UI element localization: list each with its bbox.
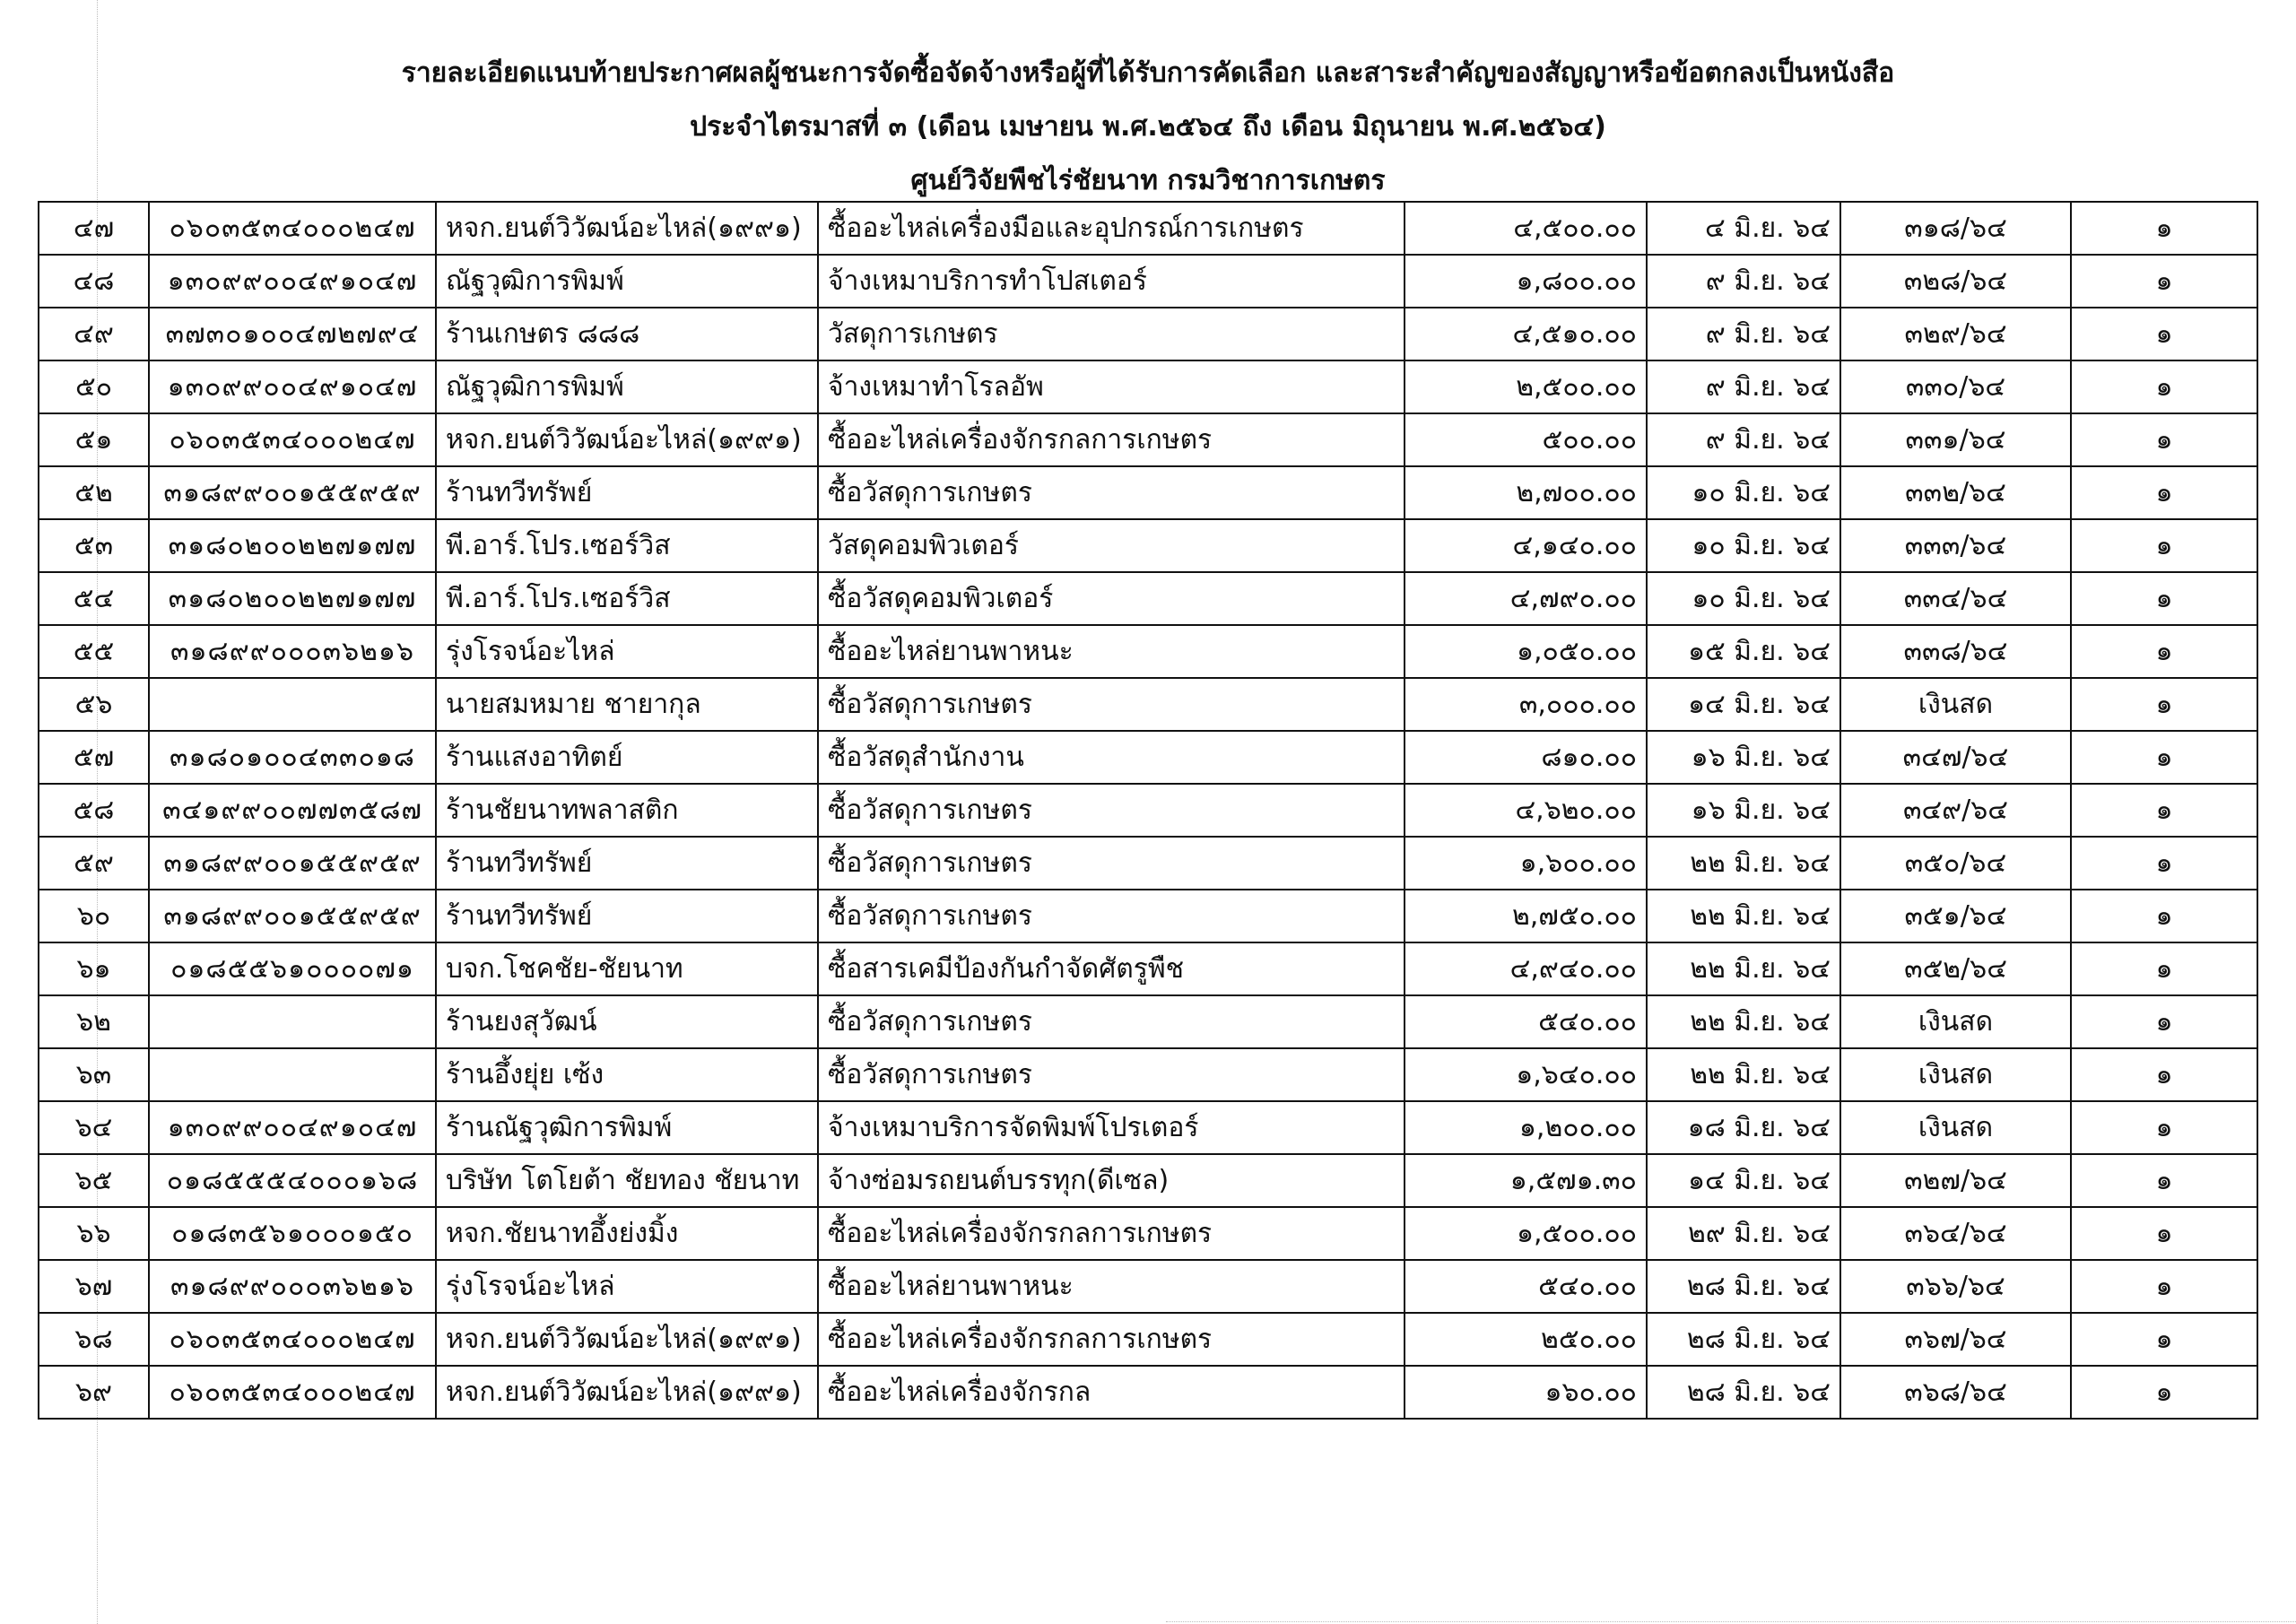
date-cell: ๑๘ มิ.ย. ๖๔: [1647, 1101, 1840, 1154]
date-cell: ๒๒ มิ.ย. ๖๔: [1647, 837, 1840, 890]
pages-cell: ๑: [2071, 784, 2257, 837]
table-row: [39, 995, 2257, 1048]
amount-cell: ๒,๗๐๐.๐๐: [1405, 466, 1647, 519]
tax-id-cell: ๓๑๘๙๙๐๐๑๕๕๙๕๙: [149, 837, 436, 890]
contract-number-cell: ๓๓๑/๖๔: [1840, 413, 2071, 466]
row-number: ๔๗: [39, 202, 149, 255]
item-description-cell: ซื้ออะไหล่เครื่องจักรกลการเกษตร: [818, 413, 1405, 466]
vendor-cell: ณัฐวุฒิการพิมพ์: [436, 360, 818, 413]
date-cell: ๒๘ มิ.ย. ๖๔: [1647, 1313, 1840, 1366]
item-description-cell: วัสดุการเกษตร: [818, 308, 1405, 360]
amount-cell: ๕๔๐.๐๐: [1405, 995, 1647, 1048]
tax-id-cell: ๓๑๘๙๙๐๐๐๓๖๒๑๖: [149, 1260, 436, 1313]
item-description-cell: ซื้ออะไหล่ยานพาหนะ: [818, 1260, 1405, 1313]
pages-cell: ๑: [2071, 202, 2257, 255]
date-cell: ๒๒ มิ.ย. ๖๔: [1647, 890, 1840, 942]
tax-id-cell: ๓๑๘๙๙๐๐๑๕๕๙๕๙: [149, 466, 436, 519]
vendor-cell: ณัฐวุฒิการพิมพ์: [436, 255, 818, 308]
table-row: [39, 308, 2257, 360]
vendor-cell: ร้านยงสุวัฒน์: [436, 995, 818, 1048]
pages-cell: ๑: [2071, 995, 2257, 1048]
table-row: [39, 1154, 2257, 1207]
contract-number-cell: ๓๔๙/๖๔: [1840, 784, 2071, 837]
table-row: [39, 255, 2257, 308]
item-description-cell: ซื้อวัสดุการเกษตร: [818, 890, 1405, 942]
date-cell: ๑๐ มิ.ย. ๖๔: [1647, 519, 1840, 572]
tax-id-cell: ๓๑๘๙๙๐๐๐๓๖๒๑๖: [149, 625, 436, 678]
vendor-cell: บริษัท โตโยต้า ชัยทอง ชัยนาท: [436, 1154, 818, 1207]
date-cell: ๑๔ มิ.ย. ๖๔: [1647, 678, 1840, 731]
procurement-table: [38, 201, 2258, 1420]
table-row: [39, 1101, 2257, 1154]
vendor-cell: ร้านณัฐวุฒิการพิมพ์: [436, 1101, 818, 1154]
date-cell: ๒๘ มิ.ย. ๖๔: [1647, 1260, 1840, 1313]
pages-cell: ๑: [2071, 466, 2257, 519]
row-number: ๖๖: [39, 1207, 149, 1260]
amount-cell: ๑,๐๕๐.๐๐: [1405, 625, 1647, 678]
table-row: [39, 1207, 2257, 1260]
contract-number-cell: เงินสด: [1840, 995, 2071, 1048]
row-number: ๖๗: [39, 1260, 149, 1313]
table-row: [39, 1260, 2257, 1313]
item-description-cell: จ้างเหมาทำโรลอัพ: [818, 360, 1405, 413]
tax-id-cell: ๓๑๘๐๒๐๐๒๒๗๑๗๗: [149, 572, 436, 625]
table-row: [39, 837, 2257, 890]
date-cell: ๒๙ มิ.ย. ๖๔: [1647, 1207, 1840, 1260]
row-number: ๖๑: [39, 942, 149, 995]
contract-number-cell: เงินสด: [1840, 1048, 2071, 1101]
vendor-cell: พี.อาร์.โปร.เซอร์วิส: [436, 519, 818, 572]
row-number: ๖๔: [39, 1101, 149, 1154]
date-cell: ๙ มิ.ย. ๖๔: [1647, 255, 1840, 308]
pages-cell: ๑: [2071, 1048, 2257, 1101]
amount-cell: ๑,๖๐๐.๐๐: [1405, 837, 1647, 890]
tax-id-cell: [149, 678, 436, 731]
amount-cell: ๓,๐๐๐.๐๐: [1405, 678, 1647, 731]
vendor-cell: หจก.ยนต์วิวัฒน์อะไหล่(๑๙๙๑): [436, 1313, 818, 1366]
tax-id-cell: ๑๓๐๙๙๐๐๔๙๑๐๔๗: [149, 360, 436, 413]
table-row: [39, 784, 2257, 837]
vendor-cell: หจก.ยนต์วิวัฒน์อะไหล่(๑๙๙๑): [436, 1366, 818, 1419]
tax-id-cell: ๐๑๘๕๕๕๔๐๐๐๑๖๘: [149, 1154, 436, 1207]
item-description-cell: ซื้ออะไหล่เครื่องมือและอุปกรณ์การเกษตร: [818, 202, 1405, 255]
item-description-cell: ซื้ออะไหล่เครื่องจักรกลการเกษตร: [818, 1207, 1405, 1260]
date-cell: ๑๐ มิ.ย. ๖๔: [1647, 466, 1840, 519]
amount-cell: ๑,๕๗๑.๓๐: [1405, 1154, 1647, 1207]
date-cell: ๙ มิ.ย. ๖๔: [1647, 308, 1840, 360]
contract-number-cell: เงินสด: [1840, 678, 2071, 731]
row-number: ๕๗: [39, 731, 149, 784]
contract-number-cell: ๓๒๗/๖๔: [1840, 1154, 2071, 1207]
item-description-cell: วัสดุคอมพิวเตอร์: [818, 519, 1405, 572]
amount-cell: ๔,๑๔๐.๐๐: [1405, 519, 1647, 572]
item-description-cell: ซื้อวัสดุการเกษตร: [818, 678, 1405, 731]
table-row: [39, 1366, 2257, 1419]
table-row: [39, 1048, 2257, 1101]
pages-cell: ๑: [2071, 1207, 2257, 1260]
item-description-cell: ซื้ออะไหล่เครื่องจักรกลการเกษตร: [818, 1313, 1405, 1366]
tax-id-cell: [149, 1048, 436, 1101]
pages-cell: ๑: [2071, 360, 2257, 413]
amount-cell: ๑,๖๔๐.๐๐: [1405, 1048, 1647, 1101]
tax-id-cell: ๐๑๘๓๕๖๑๐๐๐๑๕๐: [149, 1207, 436, 1260]
pages-cell: ๑: [2071, 731, 2257, 784]
row-number: ๕๒: [39, 466, 149, 519]
table-row: [39, 413, 2257, 466]
pages-cell: ๑: [2071, 1101, 2257, 1154]
vendor-cell: หจก.ยนต์วิวัฒน์อะไหล่(๑๙๙๑): [436, 202, 818, 255]
amount-cell: ๕๔๐.๐๐: [1405, 1260, 1647, 1313]
table-row: [39, 202, 2257, 255]
row-number: ๕๙: [39, 837, 149, 890]
pages-cell: ๑: [2071, 1366, 2257, 1419]
row-number: ๔๘: [39, 255, 149, 308]
vendor-cell: รุ่งโรจน์อะไหล่: [436, 625, 818, 678]
contract-number-cell: ๓๖๔/๖๔: [1840, 1207, 2071, 1260]
row-number: ๖๙: [39, 1366, 149, 1419]
pages-cell: ๑: [2071, 1260, 2257, 1313]
pages-cell: ๑: [2071, 413, 2257, 466]
row-number: ๖๐: [39, 890, 149, 942]
tax-id-cell: ๓๑๘๐๑๐๐๔๓๓๐๑๘: [149, 731, 436, 784]
amount-cell: ๑,๘๐๐.๐๐: [1405, 255, 1647, 308]
table-body: [39, 202, 2257, 1419]
contract-number-cell: ๓๓๒/๖๔: [1840, 466, 2071, 519]
row-number: ๖๘: [39, 1313, 149, 1366]
item-description-cell: ซื้อวัสดุคอมพิวเตอร์: [818, 572, 1405, 625]
date-cell: ๑๐ มิ.ย. ๖๔: [1647, 572, 1840, 625]
amount-cell: ๔,๕๑๐.๐๐: [1405, 308, 1647, 360]
amount-cell: ๑๖๐.๐๐: [1405, 1366, 1647, 1419]
date-cell: ๑๕ มิ.ย. ๖๔: [1647, 625, 1840, 678]
item-description-cell: ซื้อวัสดุการเกษตร: [818, 784, 1405, 837]
contract-number-cell: ๓๖๘/๖๔: [1840, 1366, 2071, 1419]
date-cell: ๒๘ มิ.ย. ๖๔: [1647, 1366, 1840, 1419]
table-row: [39, 625, 2257, 678]
vendor-cell: ร้านแสงอาทิตย์: [436, 731, 818, 784]
pages-cell: ๑: [2071, 255, 2257, 308]
vendor-cell: รุ่งโรจน์อะไหล่: [436, 1260, 818, 1313]
pages-cell: ๑: [2071, 1154, 2257, 1207]
pages-cell: ๑: [2071, 308, 2257, 360]
date-cell: ๙ มิ.ย. ๖๔: [1647, 413, 1840, 466]
vendor-cell: ร้านทวีทรัพย์: [436, 837, 818, 890]
item-description-cell: ซื้อสารเคมีป้องกันกำจัดศัตรูพืช: [818, 942, 1405, 995]
contract-number-cell: ๓๕๑/๖๔: [1840, 890, 2071, 942]
date-cell: ๒๒ มิ.ย. ๖๔: [1647, 1048, 1840, 1101]
row-number: ๖๕: [39, 1154, 149, 1207]
amount-cell: ๔,๙๔๐.๐๐: [1405, 942, 1647, 995]
contract-number-cell: ๓๖๖/๖๔: [1840, 1260, 2071, 1313]
pages-cell: ๑: [2071, 625, 2257, 678]
amount-cell: ๒,๗๕๐.๐๐: [1405, 890, 1647, 942]
tax-id-cell: ๐๑๘๕๕๖๑๐๐๐๐๗๑: [149, 942, 436, 995]
date-cell: ๒๒ มิ.ย. ๖๔: [1647, 995, 1840, 1048]
tax-id-cell: ๓๗๓๐๑๐๐๔๗๒๗๙๔: [149, 308, 436, 360]
row-number: ๔๙: [39, 308, 149, 360]
contract-number-cell: ๓๓๘/๖๔: [1840, 625, 2071, 678]
contract-number-cell: ๓๓๐/๖๔: [1840, 360, 2071, 413]
vendor-cell: ร้านทวีทรัพย์: [436, 466, 818, 519]
contract-number-cell: ๓๖๗/๖๔: [1840, 1313, 2071, 1366]
vendor-cell: พี.อาร์.โปร.เซอร์วิส: [436, 572, 818, 625]
vendor-cell: ร้านทวีทรัพย์: [436, 890, 818, 942]
vendor-cell: นายสมหมาย ชายากุล: [436, 678, 818, 731]
tax-id-cell: ๐๖๐๓๕๓๔๐๐๐๒๔๗: [149, 202, 436, 255]
contract-number-cell: ๓๕๒/๖๔: [1840, 942, 2071, 995]
row-number: ๕๕: [39, 625, 149, 678]
document-period: ประจำไตรมาสที่ ๓ (เดือน เมษายน พ.ศ.๒๕๖๔ ถึง เดือน มิถุนายน พ.ศ.๒๕๖๔): [690, 111, 1606, 143]
contract-number-cell: ๓๒๘/๖๔: [1840, 255, 2071, 308]
amount-cell: ๔,๗๙๐.๐๐: [1405, 572, 1647, 625]
item-description-cell: ซื้อวัสดุการเกษตร: [818, 1048, 1405, 1101]
row-number: ๕๘: [39, 784, 149, 837]
amount-cell: ๑,๕๐๐.๐๐: [1405, 1207, 1647, 1260]
amount-cell: ๘๑๐.๐๐: [1405, 731, 1647, 784]
tax-id-cell: ๐๖๐๓๕๓๔๐๐๐๒๔๗: [149, 1366, 436, 1419]
vendor-cell: หจก.ชัยนาทอึ้งย่งมิ้ง: [436, 1207, 818, 1260]
row-number: ๕๖: [39, 678, 149, 731]
pages-cell: ๑: [2071, 942, 2257, 995]
scan-bottom-line: [1166, 1621, 2296, 1623]
pages-cell: ๑: [2071, 572, 2257, 625]
tax-id-cell: ๓๔๑๙๙๐๐๗๗๓๕๘๗: [149, 784, 436, 837]
item-description-cell: จ้างเหมาบริการจัดพิมพ์โปรเตอร์: [818, 1101, 1405, 1154]
item-description-cell: ซื้อวัสดุสำนักงาน: [818, 731, 1405, 784]
date-cell: ๑๖ มิ.ย. ๖๔: [1647, 731, 1840, 784]
contract-number-cell: ๓๑๘/๖๔: [1840, 202, 2071, 255]
pages-cell: ๑: [2071, 678, 2257, 731]
document-title: รายละเอียดแนบท้ายประกาศผลผู้ชนะการจัดซื้อจัดจ้างหรือผู้ที่ได้รับการคัดเลือก และสาระสำคัญของสัญญาหรือข้อตกลงเป็นหนังสือ: [401, 57, 1895, 89]
pages-cell: ๑: [2071, 837, 2257, 890]
table-row: [39, 678, 2257, 731]
tax-id-cell: [149, 995, 436, 1048]
pages-cell: ๑: [2071, 519, 2257, 572]
contract-number-cell: ๓๔๗/๖๔: [1840, 731, 2071, 784]
tax-id-cell: ๑๓๐๙๙๐๐๔๙๑๐๔๗: [149, 255, 436, 308]
amount-cell: ๒,๕๐๐.๐๐: [1405, 360, 1647, 413]
pages-cell: ๑: [2071, 1313, 2257, 1366]
row-number: ๖๓: [39, 1048, 149, 1101]
table-row: [39, 890, 2257, 942]
table-row: [39, 942, 2257, 995]
date-cell: ๒๒ มิ.ย. ๖๔: [1647, 942, 1840, 995]
tax-id-cell: ๐๖๐๓๕๓๔๐๐๐๒๔๗: [149, 413, 436, 466]
amount-cell: ๕๐๐.๐๐: [1405, 413, 1647, 466]
tax-id-cell: ๓๑๘๙๙๐๐๑๕๕๙๕๙: [149, 890, 436, 942]
pages-cell: ๑: [2071, 890, 2257, 942]
date-cell: ๑๖ มิ.ย. ๖๔: [1647, 784, 1840, 837]
vendor-cell: ร้านอึ้งยุ่ย เซ้ง: [436, 1048, 818, 1101]
document-agency: ศูนย์วิจัยพืชไร่ชัยนาท กรมวิชาการเกษตร: [910, 165, 1386, 196]
amount-cell: ๑,๒๐๐.๐๐: [1405, 1101, 1647, 1154]
table-row: [39, 572, 2257, 625]
vendor-cell: บจก.โชคชัย-ชัยนาท: [436, 942, 818, 995]
tax-id-cell: ๓๑๘๐๒๐๐๒๒๗๑๗๗: [149, 519, 436, 572]
contract-number-cell: ๓๓๓/๖๔: [1840, 519, 2071, 572]
amount-cell: ๒๕๐.๐๐: [1405, 1313, 1647, 1366]
row-number: ๕๔: [39, 572, 149, 625]
row-number: ๖๒: [39, 995, 149, 1048]
tax-id-cell: ๐๖๐๓๕๓๔๐๐๐๒๔๗: [149, 1313, 436, 1366]
item-description-cell: ซื้ออะไหล่เครื่องจักรกล: [818, 1366, 1405, 1419]
vendor-cell: ร้านชัยนาทพลาสติก: [436, 784, 818, 837]
item-description-cell: ซื้ออะไหล่ยานพาหนะ: [818, 625, 1405, 678]
date-cell: ๔ มิ.ย. ๖๔: [1647, 202, 1840, 255]
contract-number-cell: เงินสด: [1840, 1101, 2071, 1154]
row-number: ๕๓: [39, 519, 149, 572]
vendor-cell: ร้านเกษตร ๘๘๘: [436, 308, 818, 360]
item-description-cell: จ้างซ่อมรถยนต์บรรทุก(ดีเซล): [818, 1154, 1405, 1207]
vendor-cell: หจก.ยนต์วิวัฒน์อะไหล่(๑๙๙๑): [436, 413, 818, 466]
table-row: [39, 466, 2257, 519]
date-cell: ๙ มิ.ย. ๖๔: [1647, 360, 1840, 413]
tax-id-cell: ๑๓๐๙๙๐๐๔๙๑๐๔๗: [149, 1101, 436, 1154]
amount-cell: ๔,๕๐๐.๐๐: [1405, 202, 1647, 255]
table-row: [39, 1313, 2257, 1366]
item-description-cell: จ้างเหมาบริการทำโปสเตอร์: [818, 255, 1405, 308]
row-number: ๕๐: [39, 360, 149, 413]
contract-number-cell: ๓๓๔/๖๔: [1840, 572, 2071, 625]
row-number: ๕๑: [39, 413, 149, 466]
date-cell: ๑๔ มิ.ย. ๖๔: [1647, 1154, 1840, 1207]
table-row: [39, 360, 2257, 413]
table-row: [39, 731, 2257, 784]
contract-number-cell: ๓๕๐/๖๔: [1840, 837, 2071, 890]
item-description-cell: ซื้อวัสดุการเกษตร: [818, 466, 1405, 519]
amount-cell: ๔,๖๒๐.๐๐: [1405, 784, 1647, 837]
contract-number-cell: ๓๒๙/๖๔: [1840, 308, 2071, 360]
item-description-cell: ซื้อวัสดุการเกษตร: [818, 837, 1405, 890]
item-description-cell: ซื้อวัสดุการเกษตร: [818, 995, 1405, 1048]
table-row: [39, 519, 2257, 572]
